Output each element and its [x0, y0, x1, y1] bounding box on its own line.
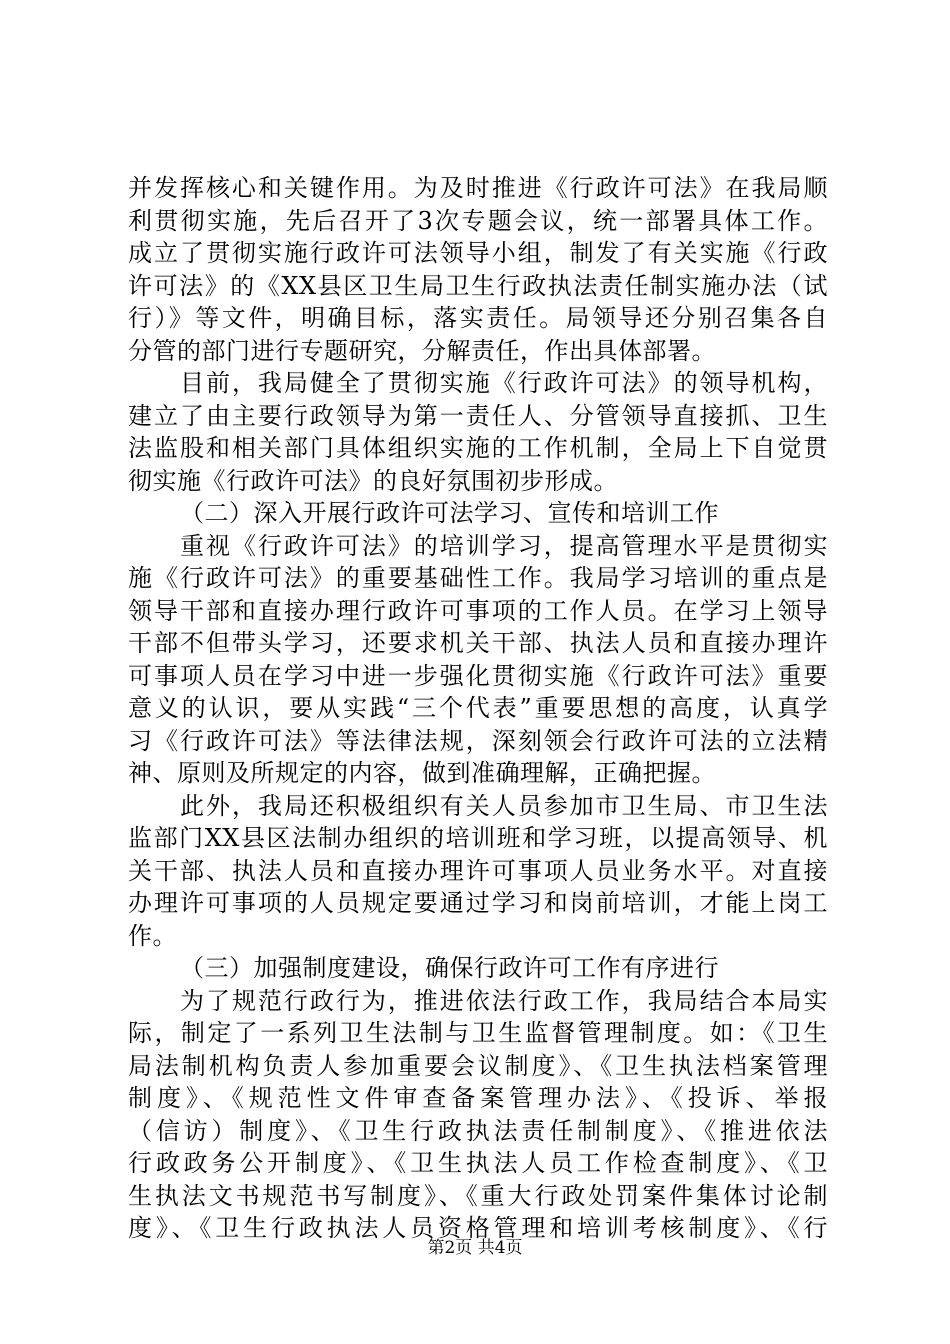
body-line: 办理许可事项的人员规定要通过学习和岗前培训，才能上岗工: [128, 889, 828, 917]
body-line: 局法制机构负责人参加重要会议制度》、《卫生执法档案管理: [128, 1051, 828, 1080]
document-body: [128, 172, 828, 1245]
body-line: 并发挥核心和关键作用。为及时推进《行政许可法》在我局顺: [128, 174, 828, 202]
body-line: 施《行政许可法》的重要基础性工作。我局学习培训的重点是: [128, 564, 828, 592]
body-line: 可事项人员在学习中进一步强化贯彻实施《行政许可法》重要: [128, 661, 828, 690]
body-line: （信访）制度》、《卫生行政执法责任制制度》、《推进依法: [128, 1116, 828, 1145]
body-line: 分管的部门进行专题研究，分解责任，作出具体部署。: [128, 336, 716, 365]
body-line: 成立了贯彻实施行政许可法领导小组，制发了有关实施《行政: [128, 239, 828, 267]
body-line: 度》、《卫生行政执法人员资格管理和培训考核制度》、《行: [128, 1214, 828, 1242]
body-line: 习《行政许可法》等法律法规，深刻领会行政许可法的立法精: [128, 726, 828, 755]
section-heading: （三）加强制度建设，确保行政许可工作有序进行: [180, 954, 719, 982]
body-line: 生执法文书规范书写制度》、《重大行政处罚案件集体讨论制: [128, 1181, 828, 1210]
body-line: 行）》等文件，明确目标，落实责任。局领导还分别召集各自: [128, 304, 828, 332]
paragraph-first-line: 重视《行政许可法》的培训学习，提高管理水平是贯彻实: [180, 531, 828, 560]
paragraph-first-line: 目前，我局健全了贯彻实施《行政许可法》的领导机构，: [180, 369, 828, 397]
body-line: 制度》、《规范性文件审查备案管理办法》、《投诉、举报: [128, 1084, 828, 1112]
paragraph-first-line: 此外，我局还积极组织有关人员参加市卫生局、市卫生法: [180, 791, 828, 820]
paragraph-first-line: 为了规范行政行为，推进依法行政工作，我局结合本局实: [180, 986, 828, 1015]
body-line: 法监股和相关部门具体组织实施的工作机制，全局上下自觉贯: [128, 434, 828, 462]
body-line: 许可法》的《XX县区卫生局卫生行政执法责任制实施办法（试: [128, 271, 828, 300]
section-heading: （二）深入开展行政许可法学习、宣传和培训工作: [180, 499, 719, 527]
body-line: 干部不但带头学习，还要求机关干部、执法人员和直接办理许: [128, 629, 828, 657]
body-line: 建立了由主要行政领导为第一责任人、分管领导直接抓、卫生: [128, 401, 828, 430]
body-line: 关干部、执法人员和直接办理许可事项人员业务水平。对直接: [128, 856, 828, 885]
body-line: 行政政务公开制度》、《卫生执法人员工作检查制度》、《卫: [128, 1149, 828, 1177]
body-line: 领导干部和直接办理行政许可事项的工作人员。在学习上领导: [128, 596, 828, 625]
body-line: 作。: [128, 921, 177, 950]
body-line: 神、原则及所规定的内容，做到准确理解，正确把握。: [128, 759, 716, 787]
body-line: 彻实施《行政许可法》的良好氛围初步形成。: [128, 466, 618, 495]
page-footer: [0, 1233, 950, 1258]
body-line: 利贯彻实施，先后召开了3次专题会议，统一部署具体工作。: [128, 206, 828, 235]
body-line: 监部门XX县区法制办组织的培训班和学习班，以提高领导、机: [128, 824, 828, 852]
body-line: 意义的认识，要从实践“三个代表”重要思想的高度，认真学: [128, 694, 828, 722]
page-number-label: 第2页 共4页: [427, 1238, 523, 1258]
body-line: 际，制定了一系列卫生法制与卫生监督管理制度。如：《卫生: [128, 1019, 828, 1047]
